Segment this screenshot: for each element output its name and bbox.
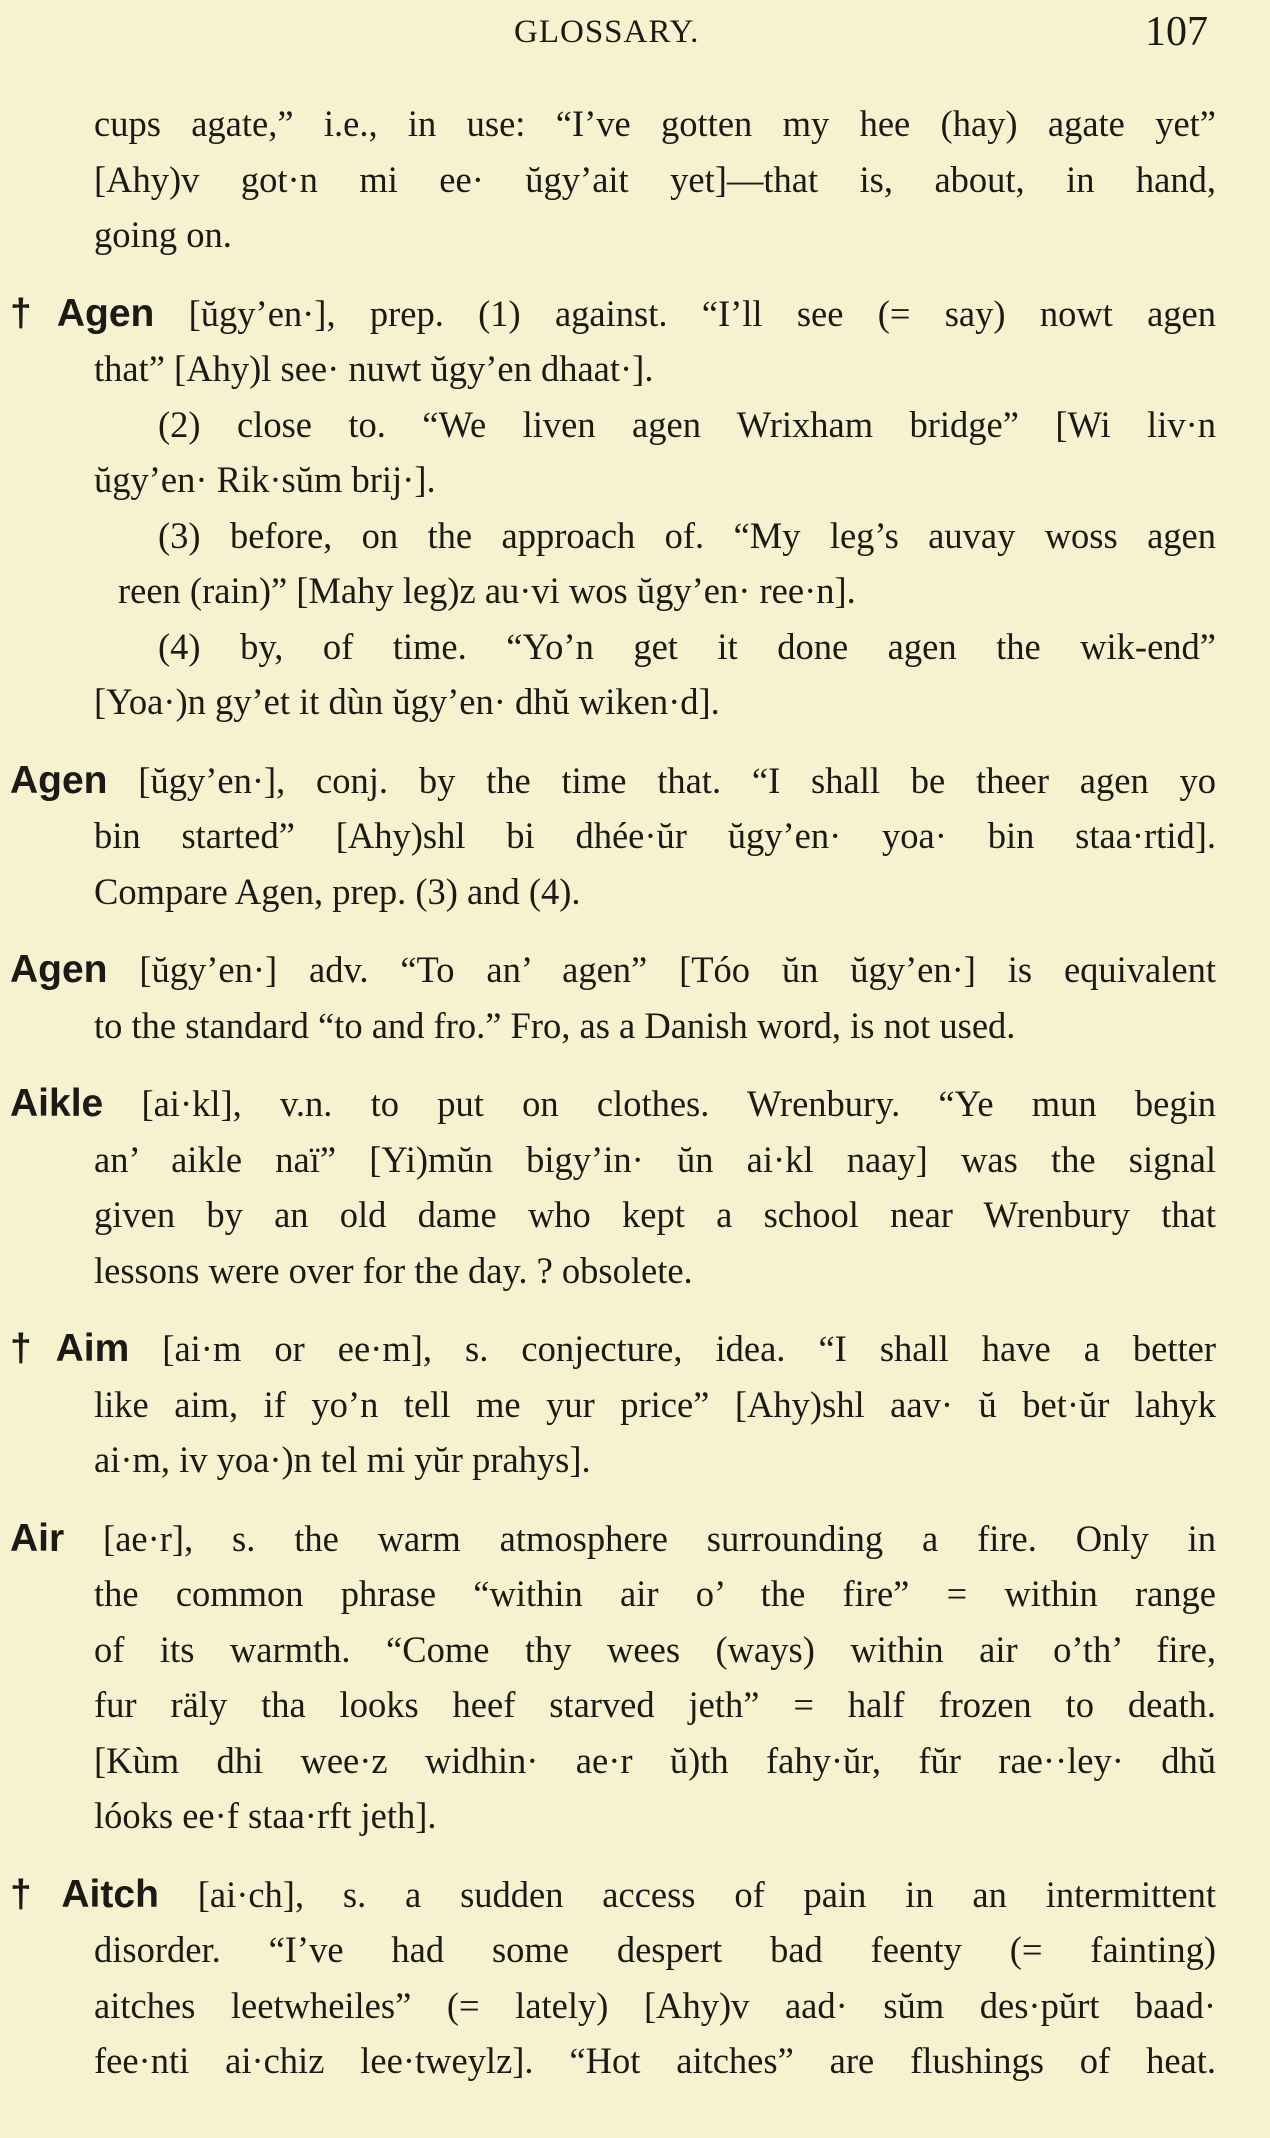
text-line: lóoks ee·f staa·rft jeth]. — [94, 1795, 437, 1836]
text-line: like aim, if yo’n tell me yur price” [Ahy)shl aav· ŭ bet·ŭr lahyk — [94, 1383, 1216, 1425]
text-line: ŭgy’en· Rik·sŭm brij·]. — [94, 459, 436, 500]
continuation-paragraph — [94, 96, 1216, 263]
entry-headword: †Aim — [10, 1327, 130, 1370]
text-line: reen (rain)” [Mahy leg)z au·vi wos ŭgy’en· ree·n]. — [118, 570, 856, 611]
text-line: given by an old dame who kept a school near Wrenbury that — [94, 1194, 1216, 1235]
text-line: [Kùm dhi wee·z widhin· ae·r ŭ)th fahy·ŭr, fŭr rae··ley· dhŭ — [94, 1739, 1216, 1781]
text-line: fur räly tha looks heef starved jeth” = half frozen to death. — [94, 1684, 1216, 1725]
sense-line: (4) by, of time. “Yo’n get it done agen the wik-end” — [158, 625, 1216, 667]
text-line: that” [Ahy)l see· nuwt ŭgy’en dhaat·]. — [94, 348, 654, 389]
entry-first-line — [10, 1076, 1216, 1132]
text-line: [Ahy)v got·n mi ee· ŭgy’ait yet]—that is, about, in hand, — [94, 158, 1216, 200]
text-line: to the standard “to and fro.” Fro, as a Danish word, is not used. — [94, 1004, 1016, 1046]
text-line: of its warmth. “Come thy wees (ways) within air o’th’ fire, — [94, 1628, 1216, 1670]
text-line: cups agate,” i.e., in use: “I’ve gotten my hee (hay) agate yet” — [94, 103, 1216, 144]
glossary-entry — [10, 942, 1216, 1053]
sense-line: (3) before, on the approach of. “My leg’s auvay woss agen — [158, 514, 1216, 556]
text-line: aitches leetwheiles” (= lately) [Ahy)v aad· sŭm des·pŭrt baad· — [94, 1984, 1216, 2026]
glossary-entry — [10, 286, 1217, 730]
text-line: [Yoa·)n gy’et it dùn ŭgy’en· dhŭ wiken·d]. — [94, 681, 720, 722]
glossary-text — [10, 96, 1217, 2089]
entry-text: [ŭgy’en·], prep. (1) against. “I’ll see (= say) nowt agen — [154, 292, 1217, 334]
entry-first-line — [10, 286, 1217, 342]
entry-first-line — [10, 753, 1216, 809]
entry-first-line — [10, 1511, 1216, 1567]
text-line: lessons were over for the day. ? obsolete. — [94, 1249, 693, 1291]
entry-text: [ai·ch], s. a sudden access of pain in an intermittent — [158, 1873, 1216, 1915]
glossary-entry — [10, 1867, 1216, 2089]
text-line: an’ aikle naï” [Yi)mŭn bigy’in· ŭn ai·kl naay] was the signal — [94, 1138, 1216, 1180]
entry-headword: Air — [10, 1516, 65, 1560]
page-number: 107 — [1145, 9, 1208, 55]
entry-headword: Agen — [10, 758, 108, 802]
dagger-marker: † — [10, 1327, 56, 1370]
running-title: GLOSSARY. — [514, 14, 700, 50]
entry-headword: Aikle — [10, 1082, 104, 1125]
dagger-marker: † — [10, 1872, 62, 1916]
text-line: ai·m, iv yoa·)n tel mi yŭr prahys]. — [94, 1439, 591, 1480]
dagger-marker: † — [10, 291, 57, 335]
glossary-entry — [10, 1511, 1216, 1844]
entry-text: [ŭgy’en·], conj. by the time that. “I shall be theer agen yo — [107, 759, 1216, 801]
entry-text: [ai·kl], v.n. to put on clothes. Wrenbury. “Ye mun begin — [103, 1083, 1216, 1124]
glossary-entry — [10, 753, 1216, 920]
entry-text: [ŭgy’en·] adv. “To an’ agen” [Tóo ŭn ŭgy’en·] is equivalent — [107, 949, 1216, 990]
text-line: going on. — [94, 214, 232, 255]
text-line: disorder. “I’ve had some despert bad feenty (= fainting) — [94, 1929, 1216, 1970]
sense-line: (2) close to. “We liven agen Wrixham bridge” [Wi liv·n — [158, 403, 1216, 445]
entry-headword: Agen — [10, 948, 108, 991]
text-line: the common phrase “within air o’ the fire” = within range — [94, 1573, 1216, 1614]
entry-text: [ai·m or ee·m], s. conjecture, idea. “I shall have a better — [129, 1328, 1216, 1369]
glossary-entry — [10, 1321, 1216, 1488]
entry-headword: †Agen — [10, 291, 155, 335]
entry-first-line — [10, 1867, 1216, 1923]
entry-text: [ae·r], s. the warm atmosphere surrounding a fire. Only in — [64, 1517, 1216, 1559]
glossary-entry — [10, 1076, 1216, 1298]
entry-first-line — [10, 942, 1216, 998]
entry-headword: †Aitch — [10, 1872, 159, 1916]
text-line: bin started” [Ahy)shl bi dhée·ŭr ŭgy’en· yoa· bin staa·rtid]. — [94, 815, 1216, 856]
entry-first-line — [10, 1321, 1216, 1377]
text-line: fee·nti ai·chiz lee·tweylz]. “Hot aitches” are flushings of heat. — [94, 2040, 1216, 2081]
page-header — [0, 0, 1270, 80]
text-line: Compare Agen, prep. (3) and (4). — [94, 870, 581, 912]
